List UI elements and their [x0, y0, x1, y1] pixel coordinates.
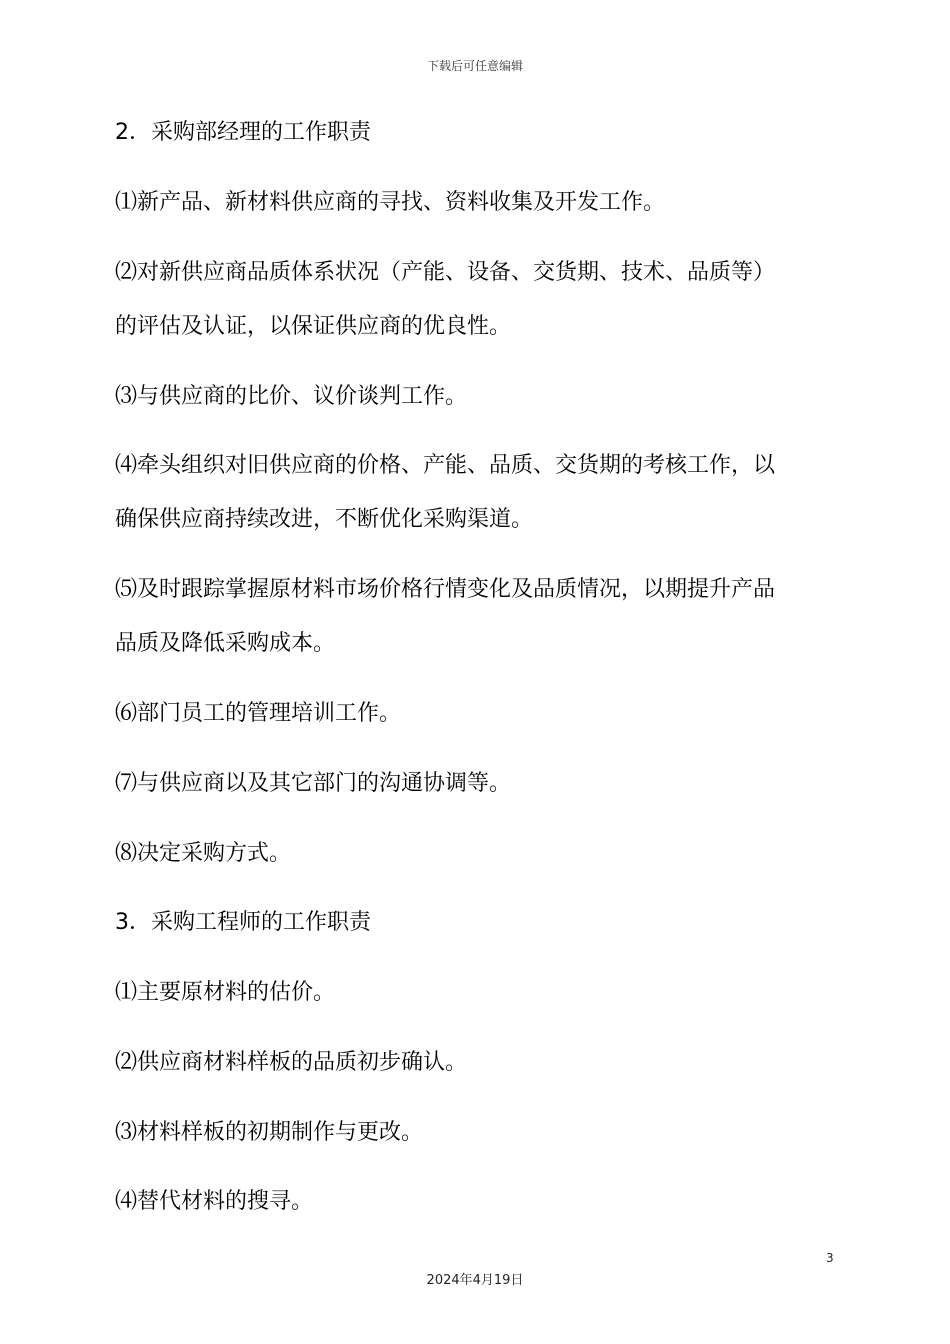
- paragraph-line: 的评估及认证，以保证供应商的优良性。: [115, 314, 512, 339]
- paragraph-line: ⑶与供应商的比价、议价谈判工作。: [115, 384, 468, 409]
- paragraph-line: ⑵对新供应商品质体系状况（产能、设备、交货期、技术、品质等）: [115, 260, 776, 285]
- section-heading-3: 3．采购工程师的工作职责: [115, 910, 371, 935]
- paragraph-line: ⑸及时跟踪掌握原材料市场价格行情变化及品质情况，以期提升产品: [115, 577, 776, 602]
- paragraph-line: ⑷牵头组织对旧供应商的价格、产能、品质、交货期的考核工作，以: [115, 453, 776, 478]
- section-heading-2: 2．采购部经理的工作职责: [115, 120, 371, 145]
- paragraph-line: 确保供应商持续改进，不断优化采购渠道。: [115, 507, 534, 532]
- paragraph-line: ⑴主要原材料的估价。: [115, 980, 336, 1005]
- paragraph-line: ⑶材料样板的初期制作与更改。: [115, 1120, 424, 1145]
- paragraph-line: 品质及降低采购成本。: [115, 631, 336, 656]
- paragraph-line: ⑻决定采购方式。: [115, 841, 292, 866]
- paragraph-line: ⑷替代材料的搜寻。: [115, 1189, 314, 1214]
- page-header: 下载后可任意编辑: [426, 59, 523, 73]
- page-number: 3: [826, 1251, 834, 1265]
- paragraph-line: ⑵供应商材料样板的品质初步确认。: [115, 1050, 468, 1075]
- paragraph-line: ⑺与供应商以及其它部门的沟通协调等。: [115, 771, 512, 796]
- paragraph-line: ⑹部门员工的管理培训工作。: [115, 701, 402, 726]
- paragraph-line: ⑴新产品、新材料供应商的寻找、资料收集及开发工作。: [115, 190, 666, 215]
- page-footer-date: 2024年4月19日: [426, 1273, 524, 1288]
